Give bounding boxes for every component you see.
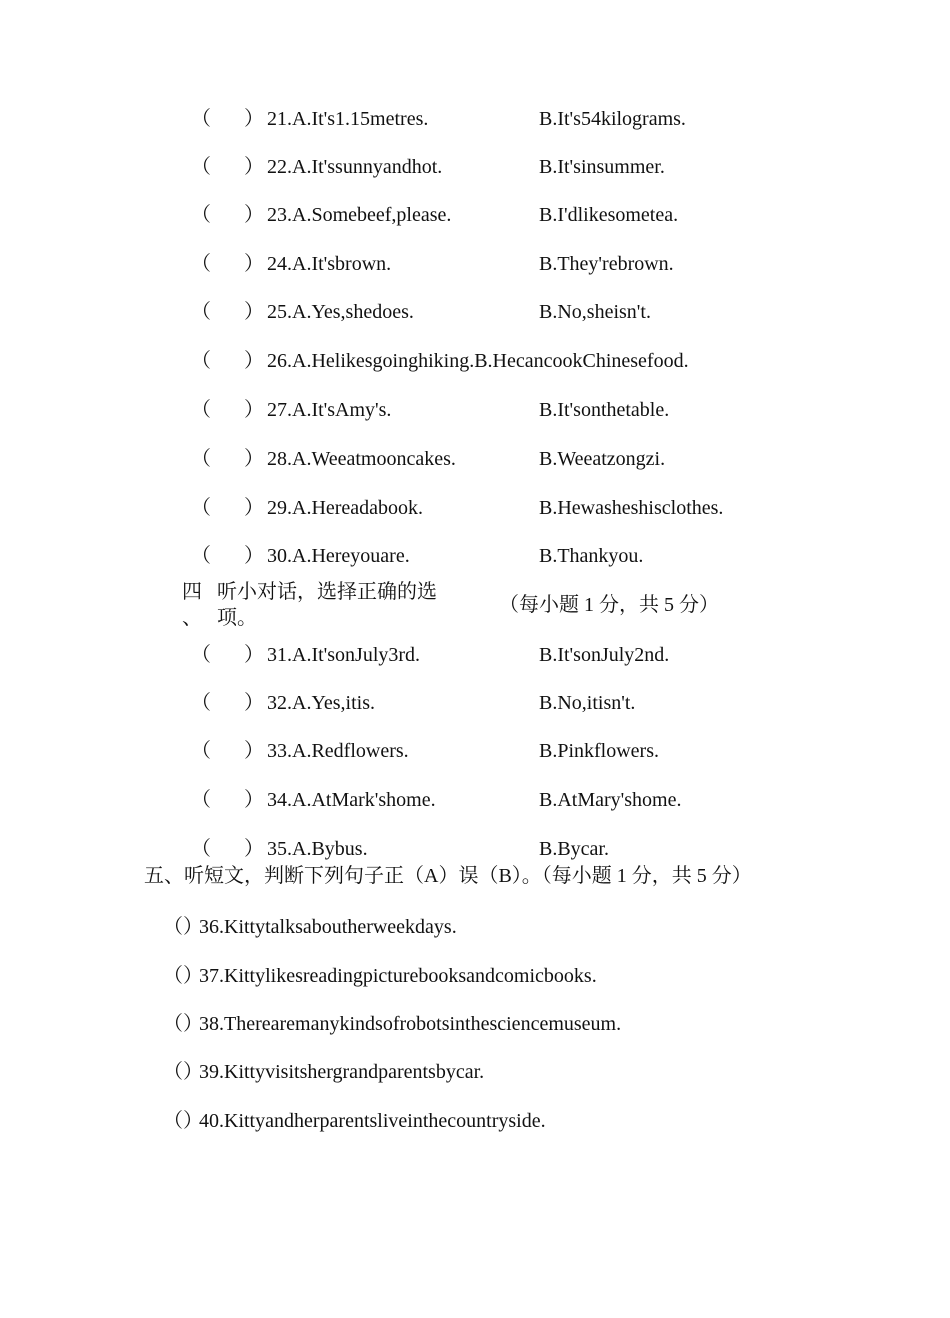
question-22 [0, 152, 950, 182]
question-33 [0, 736, 950, 766]
answer-paren-right: ） [244, 692, 264, 714]
option-b: B.Bycar. [539, 838, 609, 860]
question-21 [0, 104, 950, 134]
statement-text: 36.Kittytalksaboutherweekdays. [199, 916, 457, 938]
option-b: B.No,sheisn't. [539, 301, 651, 323]
answer-paren-left: （ [191, 644, 211, 666]
question-30 [0, 541, 950, 571]
option-a: 22.A.It'ssunnyandhot. [267, 156, 443, 178]
answer-paren: （） [163, 1013, 203, 1035]
answer-paren-left: （ [191, 497, 211, 519]
option-a: 27.A.It'sAmy's. [267, 399, 392, 421]
option-a: 32.A.Yes,itis. [267, 692, 375, 714]
option-a: 26.A.Helikesgoinghiking.B.HecancookChinesefood. [267, 350, 689, 372]
option-a: 23.A.Somebeef,please. [267, 204, 452, 226]
answer-paren-right: ） [244, 497, 264, 519]
option-b: B.They'rebrown. [539, 253, 674, 275]
question-34 [0, 785, 950, 815]
answer-paren-left: （ [191, 448, 211, 470]
section-5-heading: 五、听短文，判断下列句子正（A）误（B）。（每小题 1 分，共 5 分） [144, 865, 752, 887]
answer-paren-left: （ [191, 253, 211, 275]
statement-37 [0, 961, 950, 991]
question-32 [0, 688, 950, 718]
answer-paren-right: ） [244, 740, 264, 762]
question-35 [0, 834, 950, 864]
section-number: 四 [182, 581, 202, 603]
option-b: B.AtMary'shome. [539, 789, 682, 811]
answer-paren-right: ） [244, 545, 264, 567]
statement-38 [0, 1009, 950, 1039]
option-b: B.It'sonJuly2nd. [539, 644, 670, 666]
answer-paren-right: ） [244, 350, 264, 372]
statement-text: 38.Therearemanykindsofrobotsinthesciencemuseum. [199, 1013, 622, 1035]
answer-paren-left: （ [191, 789, 211, 811]
answer-paren-left: （ [191, 301, 211, 323]
answer-paren: （） [163, 1110, 203, 1132]
option-a: 34.A.AtMark'shome. [267, 789, 436, 811]
answer-paren-left: （ [191, 156, 211, 178]
answer-paren-right: ） [244, 789, 264, 811]
statement-text: 37.Kittylikesreadingpicturebooksandcomicbooks. [199, 965, 597, 987]
option-b: B.Hewasheshisclothes. [539, 497, 724, 519]
answer-paren-left: （ [191, 399, 211, 421]
section-points: （每小题 1 分，共 5 分） [499, 594, 719, 616]
option-a: 30.A.Hereyouare. [267, 545, 410, 567]
answer-paren-left: （ [191, 692, 211, 714]
question-27 [0, 395, 950, 425]
option-b: B.It's54kilograms. [539, 108, 686, 130]
answer-paren-right: ） [244, 204, 264, 226]
option-a: 24.A.It'sbrown. [267, 253, 392, 275]
option-b: B.Weeatzongzi. [539, 448, 666, 470]
option-b: B.Pinkflowers. [539, 740, 659, 762]
option-a: 31.A.It'sonJuly3rd. [267, 644, 421, 666]
section-title-line2: 项。 [217, 607, 257, 629]
answer-paren-left: （ [191, 740, 211, 762]
statement-40 [0, 1106, 950, 1136]
question-23 [0, 200, 950, 230]
question-25 [0, 297, 950, 327]
option-a: 29.A.Hereadabook. [267, 497, 424, 519]
answer-paren-right: ） [244, 301, 264, 323]
section-number-comma: 、 [182, 607, 202, 629]
answer-paren-left: （ [191, 108, 211, 130]
answer-paren-left: （ [191, 204, 211, 226]
question-24 [0, 249, 950, 279]
answer-paren: （） [163, 965, 203, 987]
option-a: 25.A.Yes,shedoes. [267, 301, 414, 323]
option-a: 21.A.It's1.15metres. [267, 108, 429, 130]
question-31 [0, 640, 950, 670]
answer-paren-right: ） [244, 838, 264, 860]
answer-paren-right: ） [244, 253, 264, 275]
answer-paren-right: ） [244, 644, 264, 666]
statement-text: 40.Kittyandherparentsliveinthecountryside. [199, 1110, 546, 1132]
answer-paren-right: ） [244, 399, 264, 421]
answer-paren: （） [163, 1061, 203, 1083]
option-b: B.It'sinsummer. [539, 156, 665, 178]
option-b: B.I'dlikesometea. [539, 204, 679, 226]
answer-paren-right: ） [244, 448, 264, 470]
statement-text: 39.Kittyvisitshergrandparentsbycar. [199, 1061, 485, 1083]
section-title-line1: 听小对话，选择正确的选 [217, 581, 437, 603]
answer-paren-left: （ [191, 350, 211, 372]
answer-paren: （） [163, 916, 203, 938]
option-a: 33.A.Redflowers. [267, 740, 409, 762]
question-28 [0, 444, 950, 474]
section-4-heading [0, 580, 950, 634]
question-26 [0, 346, 950, 376]
answer-paren-left: （ [191, 838, 211, 860]
option-b: B.Thankyou. [539, 545, 644, 567]
answer-paren-right: ） [244, 108, 264, 130]
option-a: 35.A.Bybus. [267, 838, 368, 860]
option-b: B.No,itisn't. [539, 692, 636, 714]
statement-39 [0, 1057, 950, 1087]
answer-paren-left: （ [191, 545, 211, 567]
answer-paren-right: ） [244, 156, 264, 178]
question-29 [0, 493, 950, 523]
option-b: B.It'sonthetable. [539, 399, 670, 421]
statement-36 [0, 912, 950, 942]
option-a: 28.A.Weeatmooncakes. [267, 448, 456, 470]
